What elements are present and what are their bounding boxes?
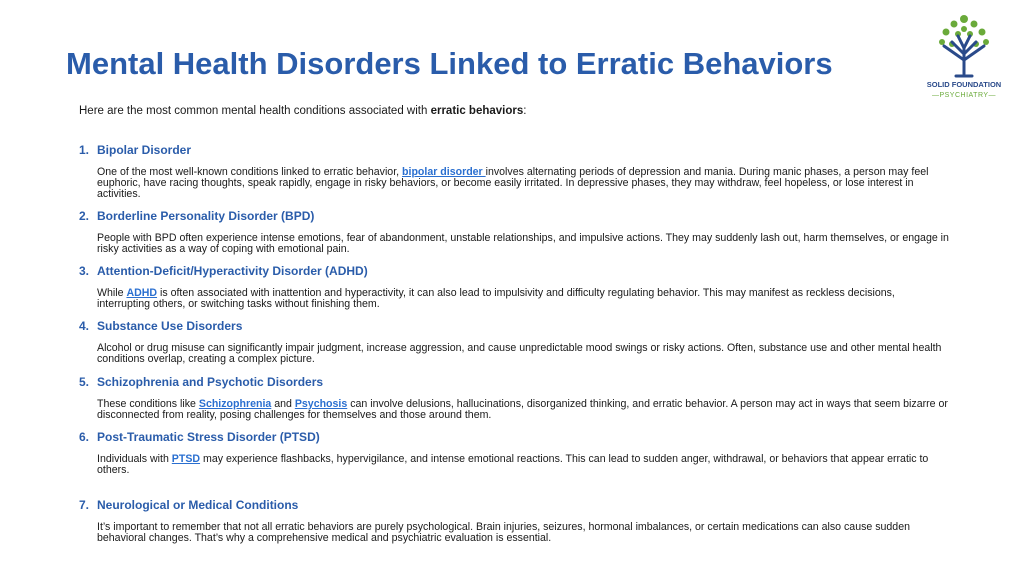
intro-before: Here are the most common mental health conditions associated with	[79, 105, 431, 117]
item-number: 3.	[79, 264, 90, 278]
item-title: Schizophrenia and Psychotic Disorders	[97, 375, 324, 389]
desc-text: is often associated with inattention and hyperactivity, it can also lead to impulsivity and difficulty regulating behavior. This may manifest as reckless decisions, interrupting others, or switching tasks without finishing them.	[97, 287, 895, 310]
desc-text: Individuals with	[97, 453, 172, 465]
list-item-bpd	[79, 209, 949, 255]
item-number: 5.	[79, 375, 90, 389]
item-title: Post-Traumatic Stress Disorder (PTSD)	[97, 430, 320, 444]
desc-text: involves alternating periods of depression and mania. During manic phases, a person may feel euphoric, have racing thoughts, speak rapidly, engage in risky behaviors, or become easily irritated. In depressive phases, they may withdraw, feel hopeless, or lose interest in activities.	[97, 166, 929, 200]
desc-text: may experience flashbacks, hypervigilance, and intense emotional reactions. This can lead to sudden anger, withdrawal, or behaviors that appear erratic to others.	[97, 453, 929, 476]
item-number: 2.	[79, 209, 90, 223]
bipolar-disorder-link[interactable]: bipolar disorder	[402, 166, 486, 178]
item-description	[97, 454, 949, 476]
item-description	[97, 399, 949, 421]
item-number: 4.	[79, 319, 90, 333]
adhd-link[interactable]: ADHD	[126, 287, 158, 299]
item-description: Alcohol or drug misuse can significantly impair judgment, increase aggression, and cause unpredictable mood swings or risky actions. Often, substance use and other mental health conditions overlap, creating a complex picture.	[97, 342, 942, 365]
desc-text: can involve delusions, hallucinations, disorganized thinking, and erratic behavior. A person may act in ways that seem bizarre or disconnected from reality, posing challenges for themselves and those around them.	[97, 398, 948, 421]
list-item-adhd	[79, 264, 949, 310]
desc-text: One of the most well-known conditions linked to erratic behavior,	[97, 166, 403, 178]
intro-after: :	[523, 105, 527, 117]
item-description: People with BPD often experience intense emotions, fear of abandonment, unstable relationships, and impulsive actions. They may suddenly lash out, harm themselves, or engage in risky activities as a way of coping with emotional pain.	[97, 232, 949, 255]
page-title: Mental Health Disorders Linked to Erratic Behaviors	[66, 46, 833, 81]
item-number: 1.	[79, 143, 90, 157]
item-title: Substance Use Disorders	[97, 319, 243, 333]
item-title: Attention-Deficit/Hyperactivity Disorder (ADHD)	[97, 264, 368, 278]
logo-subtitle: —PSYCHIATRY—	[931, 92, 997, 99]
intro-bold: erratic behaviors	[430, 105, 524, 117]
list-item-bipolar	[79, 143, 949, 200]
item-description: It’s important to remember that not all erratic behaviors are purely psychological. Brain injuries, seizures, hormonal imbalances, or certain medications can also cause sudden behavioral changes. That’s why a comprehensive medical and psychiatric evaluation is essential.	[97, 521, 910, 544]
schizophrenia-link[interactable]: Schizophrenia	[198, 398, 272, 410]
tree-logo-icon	[938, 14, 990, 80]
item-title: Neurological or Medical Conditions	[97, 498, 299, 512]
company-logo	[918, 14, 1010, 114]
desc-text: While	[97, 287, 127, 299]
logo-name: SOLID FOUNDATION	[926, 80, 1002, 89]
list-item-schizophrenia	[79, 375, 949, 421]
item-number: 7.	[79, 498, 90, 512]
ptsd-link[interactable]: PTSD	[171, 453, 201, 465]
list-item-neurological	[79, 498, 949, 544]
item-title: Borderline Personality Disorder (BPD)	[97, 209, 315, 223]
item-description	[97, 288, 949, 310]
desc-text: and	[271, 398, 295, 410]
desc-text: These conditions like	[97, 398, 199, 410]
list-item-ptsd	[79, 430, 949, 476]
intro-text	[79, 105, 526, 117]
item-number: 6.	[79, 430, 90, 444]
psychosis-link[interactable]: Psychosis	[294, 398, 348, 410]
list-item-substance-use	[79, 319, 949, 365]
item-title: Bipolar Disorder	[97, 143, 192, 157]
item-description	[97, 167, 949, 200]
